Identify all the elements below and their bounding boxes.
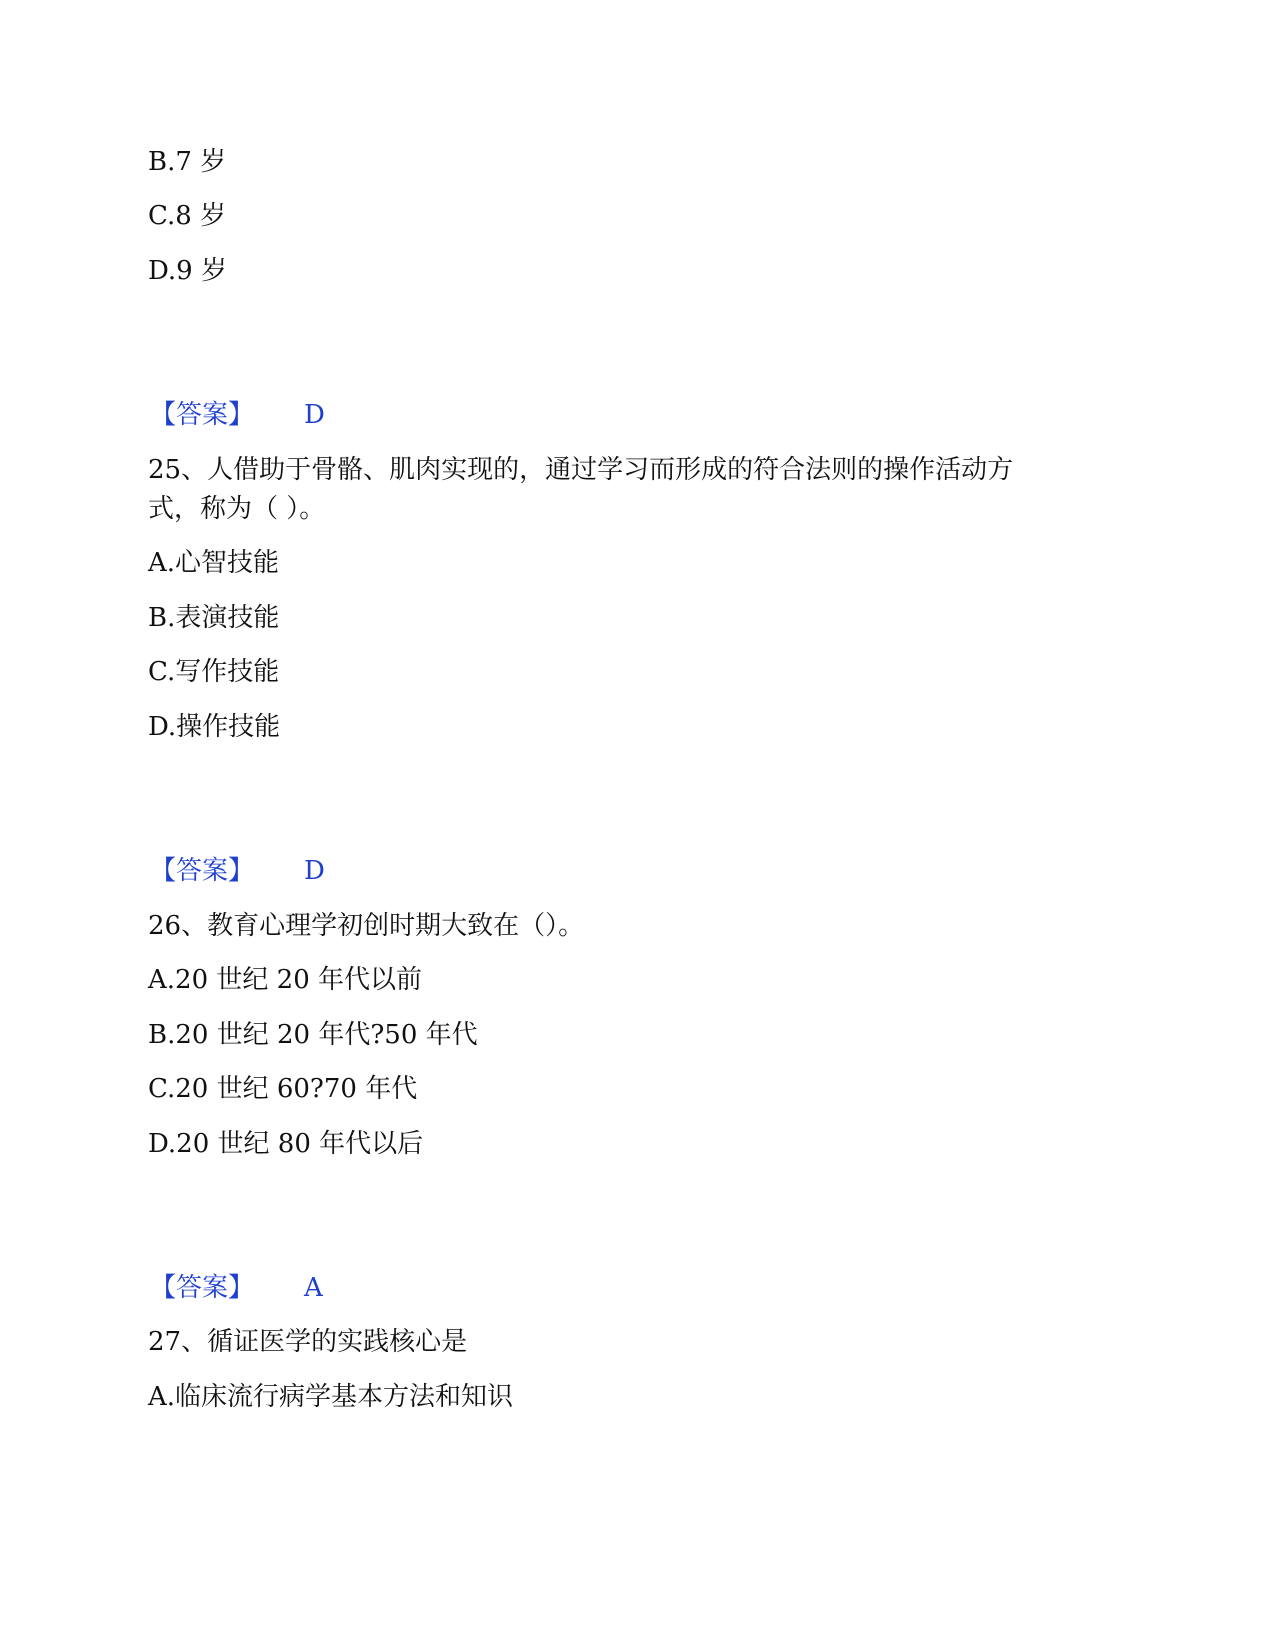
answer-label: 【答案】 — [150, 856, 255, 886]
answer-value: D — [304, 400, 325, 430]
answer-value: A — [304, 1273, 323, 1303]
q25-option-d: D.操作技能 — [148, 712, 281, 742]
q26-option-c: C.20 世纪 60?70 年代 — [148, 1074, 418, 1104]
q25-answer — [150, 853, 325, 889]
q26-stem: 26、教育心理学初创时期大致在（）。 — [148, 911, 585, 941]
q24-option-b: B.7 岁 — [148, 147, 227, 177]
q26-option-d: D.20 世纪 80 年代以后 — [148, 1129, 424, 1159]
q24-answer — [150, 397, 325, 433]
q26-answer — [150, 1270, 323, 1306]
answer-label: 【答案】 — [150, 400, 255, 430]
q26-option-b: B.20 世纪 20 年代?50 年代 — [148, 1020, 478, 1050]
q25-option-b: B.表演技能 — [148, 603, 280, 633]
q27-stem: 27、循证医学的实践核心是 — [148, 1327, 468, 1357]
answer-label: 【答案】 — [150, 1273, 255, 1303]
q26-option-a: A.20 世纪 20 年代以前 — [148, 965, 423, 995]
q24-option-d: D.9 岁 — [148, 256, 227, 286]
q27-option-a: A.临床流行病学基本方法和知识 — [148, 1382, 514, 1412]
q25-stem-line1: 25、人借助于骨骼、肌肉实现的，通过学习而形成的符合法则的操作活动方 — [148, 455, 1014, 485]
q25-option-a: A.心智技能 — [148, 548, 280, 578]
q25-stem-line2: 式，称为（ ）。 — [148, 494, 326, 524]
q24-option-c: C.8 岁 — [148, 201, 227, 231]
answer-value: D — [304, 856, 325, 886]
q25-option-c: C.写作技能 — [148, 657, 280, 687]
